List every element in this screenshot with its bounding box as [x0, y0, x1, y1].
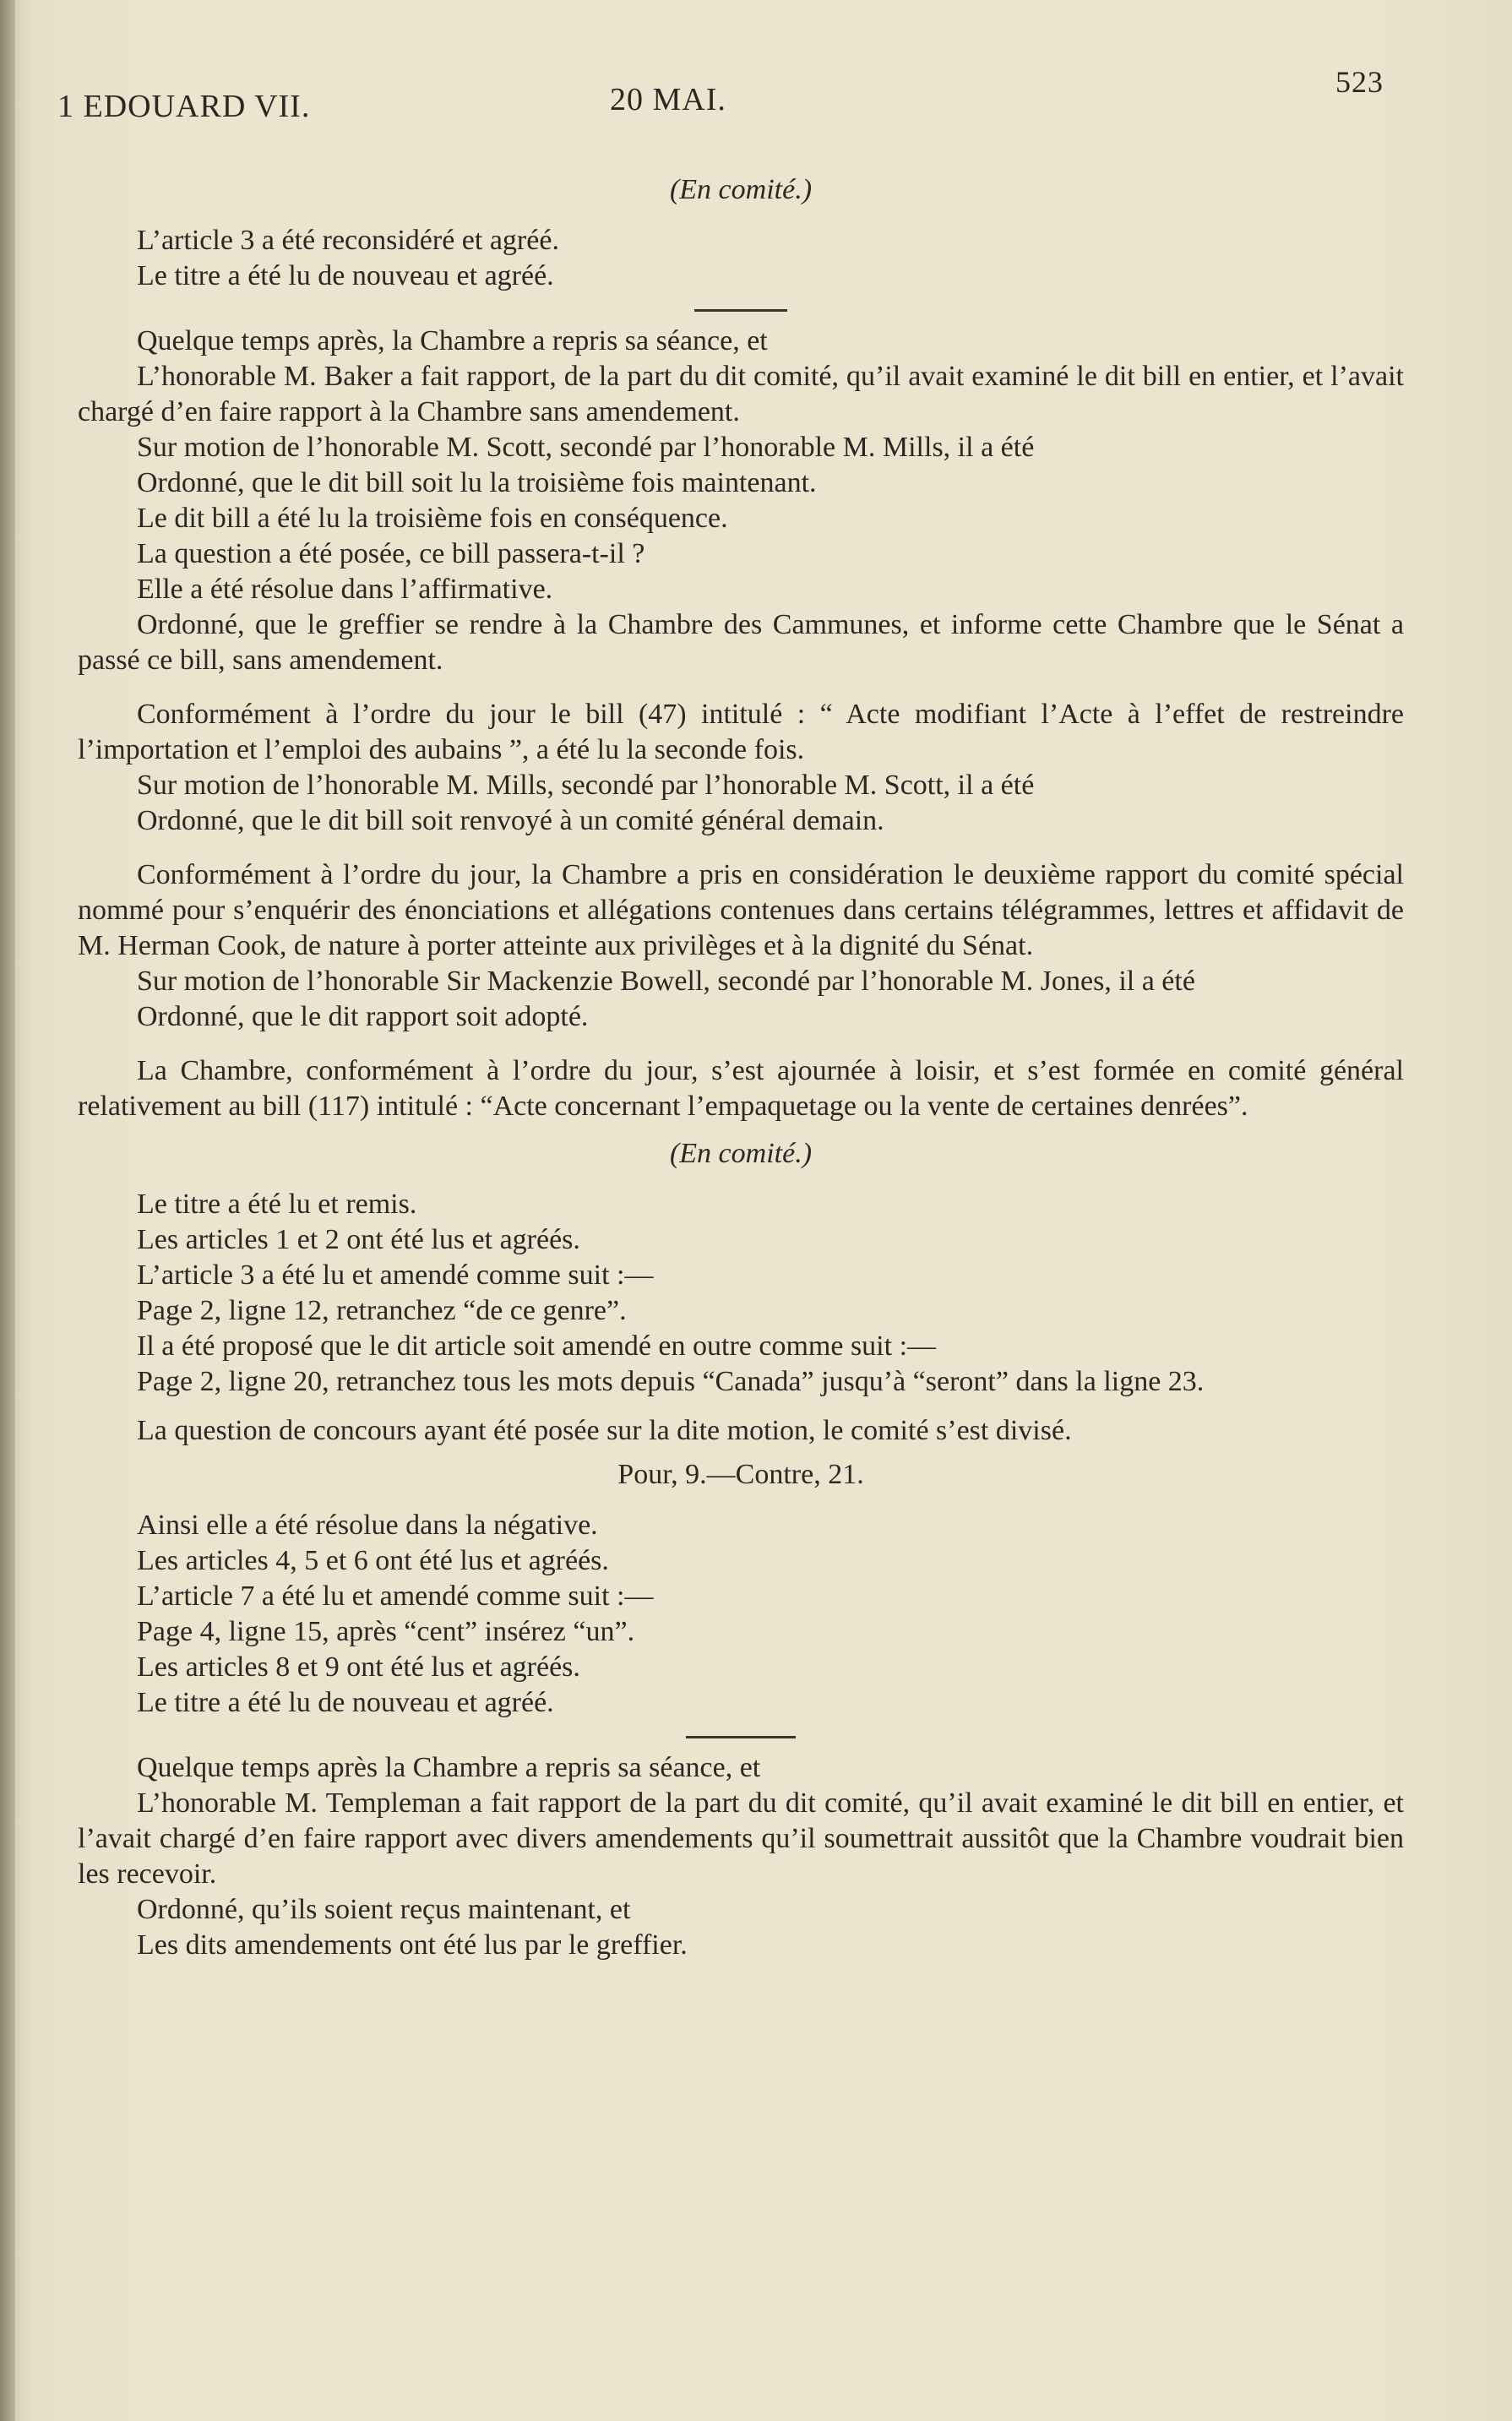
committee-heading-2: (En comité.)	[669, 1138, 813, 1169]
paragraph: Ordonné, qu’ils soient reçus maintenant, et	[137, 1894, 631, 1925]
page-number: 523	[1335, 65, 1384, 99]
paragraph: L’honorable M. Templeman a fait rapport de la part du dit comité, qu’il avait examiné le dit bill en entier, et l’avait chargé d’en faire rapport avec divers amendements qu’il soumettrait aussitôt que la Chambre voudrait bien les recevoir.	[78, 1787, 1404, 1890]
paragraph: Sur motion de l’honorable M. Mills, secondé par l’honorable M. Scott, il a été	[137, 770, 1035, 801]
paragraph: L’article 7 a été lu et amendé comme suit :—	[137, 1580, 654, 1612]
paragraph: Conformément à l’ordre du jour le bill (47) intitulé : “ Acte modifiant l’Acte à l’effet de restreindre l’importation et l’emploi des aubains ”, a été lu la seconde fois.	[78, 699, 1404, 765]
paragraph: Les articles 4, 5 et 6 ont été lus et agréés.	[137, 1545, 609, 1576]
paragraph: Les articles 8 et 9 ont été lus et agréés.	[137, 1651, 580, 1683]
paragraph: La Chambre, conformément à l’ordre du jour, s’est ajournée à loisir, et s’est formée en comité général relativement au bill (117) intitulé : “Acte concernant l’empaquetage ou la vente de certaines denrées”.	[78, 1055, 1404, 1122]
paragraph: Conformément à l’ordre du jour, la Chambre a pris en considération le deuxième rapport du comité spécial nommé pour s’enquérir des énonciations et allégations contenues dans certains télégrammes, lettres et affidavit de M. Herman Cook, de nature à porter atteinte aux privilèges et à la dignité du Sénat.	[78, 859, 1404, 961]
paragraph: L’article 3 a été reconsidéré et agréé.	[137, 225, 559, 256]
paragraph: Quelque temps après la Chambre a repris sa séance, et	[137, 1752, 761, 1783]
header-date: 20 MAI.	[610, 82, 726, 117]
paragraph: La question a été posée, ce bill passera-t-il ?	[137, 538, 645, 569]
paragraph: Quelque temps après, la Chambre a repris sa séance, et	[137, 325, 768, 356]
vote-result: Pour, 9.—Contre, 21.	[617, 1459, 864, 1490]
paragraph: Il a été proposé que le dit article soit amendé en outre comme suit :—	[137, 1330, 937, 1362]
paragraph: L’honorable M. Baker a fait rapport, de la part du dit comité, qu’il avait examiné le dit bill en entier, et l’avait chargé d’en faire rapport à la Chambre sans amendement.	[78, 361, 1404, 427]
paragraph: Page 2, ligne 20, retranchez tous les mots depuis “Canada” jusqu’à “seront” dans la ligne 23.	[137, 1366, 1205, 1397]
paragraph: Ordonné, que le dit bill soit renvoyé à un comité général demain.	[137, 805, 884, 836]
paragraph: Page 4, ligne 15, après “cent” insérez “un”.	[137, 1616, 635, 1647]
paragraph: Sur motion de l’honorable Sir Mackenzie Bowell, secondé par l’honorable M. Jones, il a été	[137, 966, 1195, 997]
divider-rule	[694, 309, 787, 312]
divider-rule	[686, 1736, 796, 1738]
paragraph: La question de concours ayant été posée sur la dite motion, le comité s’est divisé.	[137, 1415, 1072, 1446]
paragraph: Ordonné, que le dit bill soit lu la troisième fois maintenant.	[137, 467, 817, 498]
paragraph: Sur motion de l’honorable M. Scott, secondé par l’honorable M. Mills, il a été	[137, 432, 1035, 463]
running-header	[57, 65, 1384, 132]
committee-heading-1: (En comité.)	[669, 174, 813, 205]
paragraph: Le titre a été lu de nouveau et agréé.	[137, 260, 554, 291]
header-reign: 1 EDOUARD VII.	[57, 89, 311, 124]
page-body	[78, 167, 1404, 1963]
paragraph: Page 2, ligne 12, retranchez “de ce genre”.	[137, 1295, 627, 1326]
paragraph: Ordonné, que le dit rapport soit adopté.	[137, 1001, 589, 1032]
paragraph: Ordonné, que le greffier se rendre à la Chambre des Cammunes, et informe cette Chambre que le Sénat a passé ce bill, sans amendement.	[78, 609, 1404, 676]
paragraph: Le titre a été lu et remis.	[137, 1189, 417, 1220]
paragraph: Le titre a été lu de nouveau et agréé.	[137, 1687, 554, 1718]
paragraph: Les articles 1 et 2 ont été lus et agréés.	[137, 1224, 580, 1255]
paragraph: Elle a été résolue dans l’affirmative.	[137, 574, 553, 605]
paragraph: L’article 3 a été lu et amendé comme suit :—	[137, 1259, 654, 1291]
paragraph: Ainsi elle a été résolue dans la négative.	[137, 1510, 598, 1541]
book-spine-edge	[0, 0, 15, 2421]
paragraph: Les dits amendements ont été lus par le greffier.	[137, 1929, 688, 1961]
paragraph: Le dit bill a été lu la troisième fois en conséquence.	[137, 503, 728, 534]
